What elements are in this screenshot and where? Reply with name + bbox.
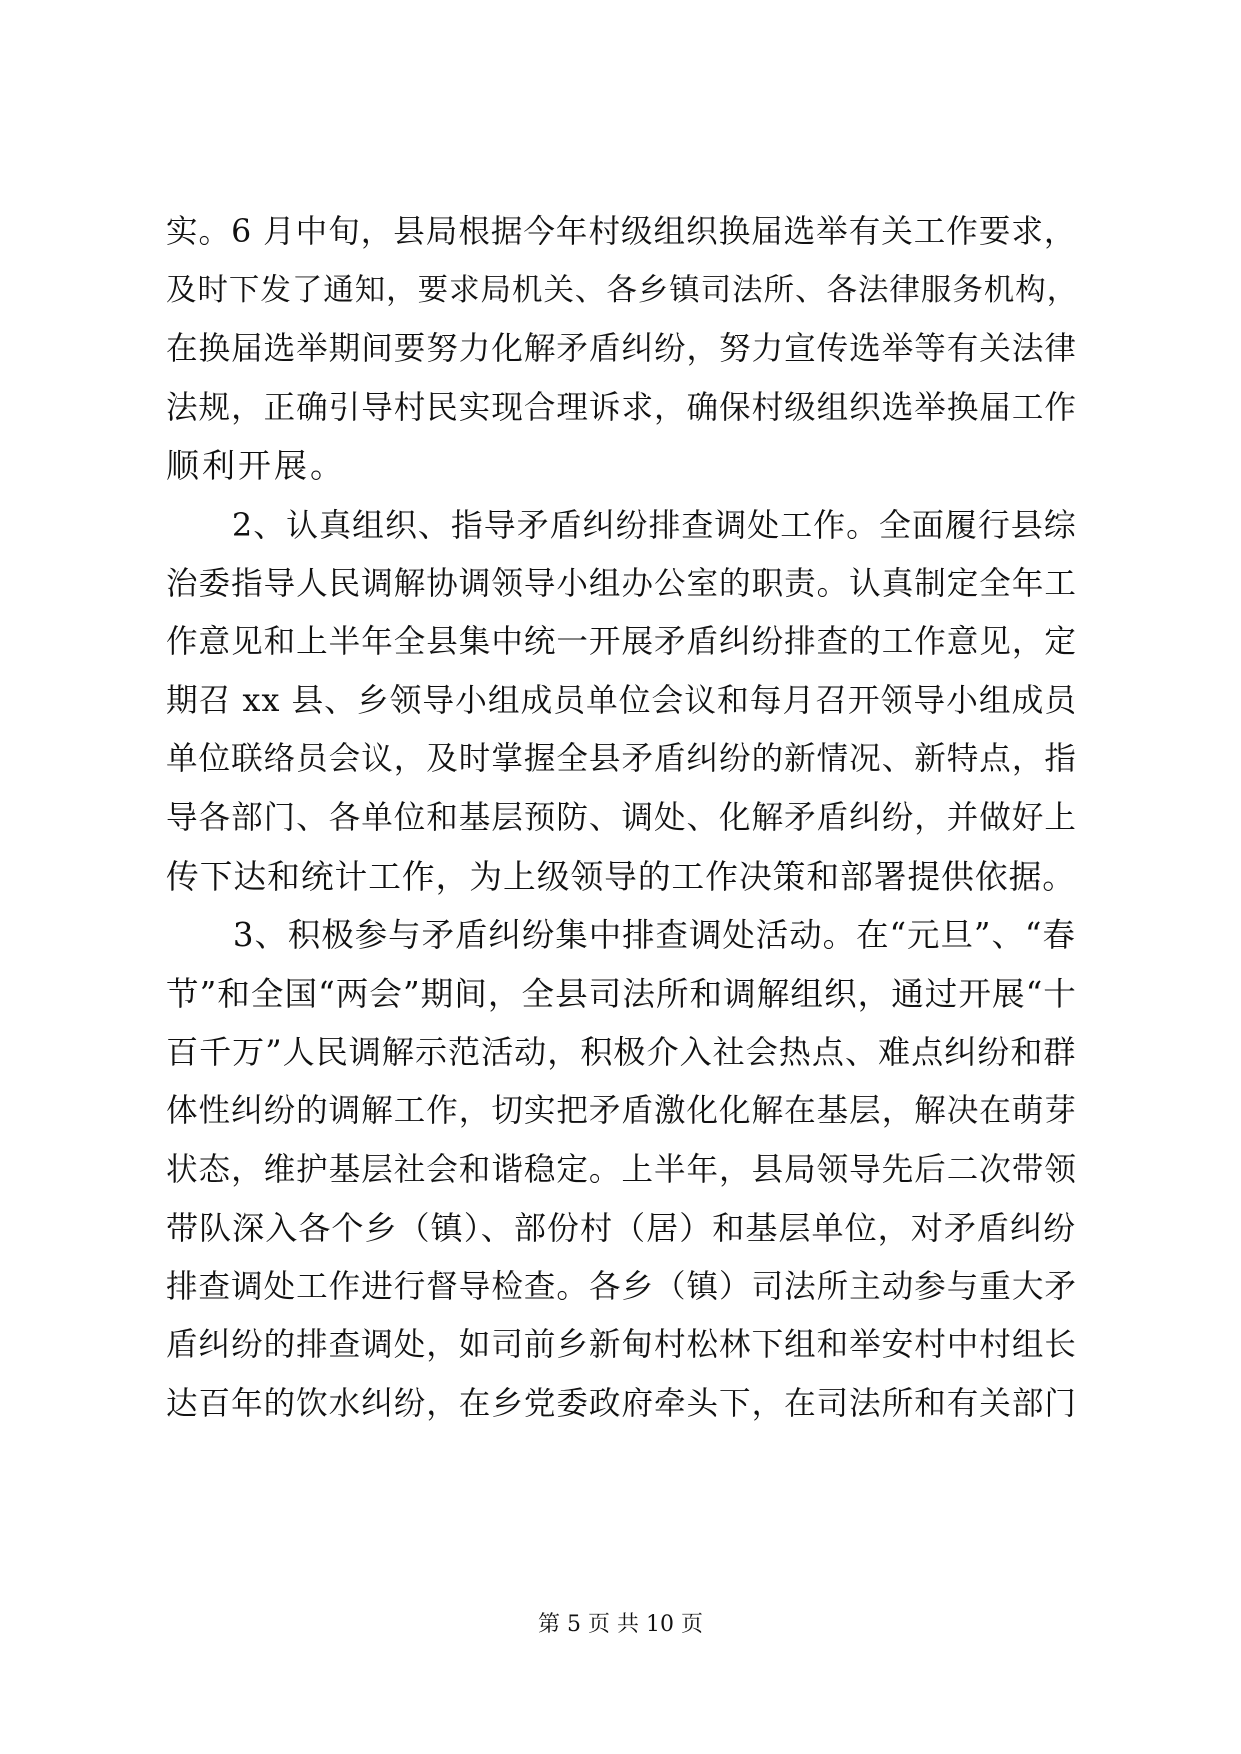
paragraph-1-line: 实。6 月中旬，县局根据今年村级组织换届选举有关工作要求， — [166, 214, 1077, 250]
paragraph-2-line: 传下达和统计工作，为上级领导的工作决策和部署提供依据。 — [166, 857, 1076, 896]
paragraph-3-line: 3、积极参与矛盾纠纷集中排查调处活动。在“元旦”、“春 — [166, 916, 1076, 955]
paragraph-2-line: 治委指导人民调解协调领导小组办公室的职责。认真制定全年工 — [166, 565, 1077, 602]
paragraph-1-line: 及时下发了通知，要求局机关、各乡镇司法所、各法律服务机构， — [166, 272, 1079, 308]
paragraph-3-line: 带队深入各个乡（镇）、部份村（居）和基层单位，对矛盾纠纷 — [166, 1209, 1077, 1248]
paragraph-3-line: 盾纠纷的排查调处，如司前乡新甸村松林下组和举安村中村组长 — [166, 1327, 1077, 1364]
paragraph-3-line: 百千万”人民调解示范活动，积极介入社会热点、难点纠纷和群 — [166, 1033, 1077, 1072]
paragraph-3-line: 排查调处工作进行督导检查。各乡（镇）司法所主动参与重大矛 — [166, 1268, 1077, 1305]
paragraph-2-line: 作意见和上半年全县集中统一开展矛盾纠纷排查的工作意见，定 — [166, 624, 1077, 661]
paragraph-3-line: 达百年的饮水纠纷，在乡党委政府牵头下，在司法所和有关部门 — [166, 1385, 1077, 1422]
paragraph-3-line: 体性纠纷的调解工作，切实把矛盾激化化解在基层，解决在萌芽 — [166, 1092, 1077, 1129]
paragraph-3-line: 节”和全国“两会”期间，全县司法所和调解组织，通过开展“十 — [166, 974, 1077, 1013]
page-number-footer: 第 5 页 共 10 页 — [538, 1612, 703, 1637]
paragraph-1-line: 在换届选举期间要努力化解矛盾纠纷，努力宣传选举等有关法律 — [166, 331, 1077, 368]
paragraph-1-line: 顺利开展。 — [166, 446, 346, 486]
document-body — [166, 203, 1079, 1433]
paragraph-2-line: 2、认真组织、指导矛盾纠纷排查调处工作。全面履行县综 — [166, 505, 1077, 544]
paragraph-2-line: 单位联络员会议，及时掌握全县矛盾纠纷的新情况、新特点，指 — [166, 741, 1077, 778]
paragraph-1-line: 法规，正确引导村民实现合理诉求，确保村级组织选举换届工作 — [166, 389, 1077, 426]
paragraph-2-line: 导各部门、各单位和基层预防、调处、化解矛盾纠纷，并做好上 — [166, 799, 1077, 836]
paragraph-3-line: 状态，维护基层社会和谐稳定。上半年，县局领导先后二次带领 — [166, 1151, 1077, 1188]
paragraph-2-line: 期召 xx 县、乡领导小组成员单位会议和每月召开领导小组成员 — [166, 682, 1078, 719]
